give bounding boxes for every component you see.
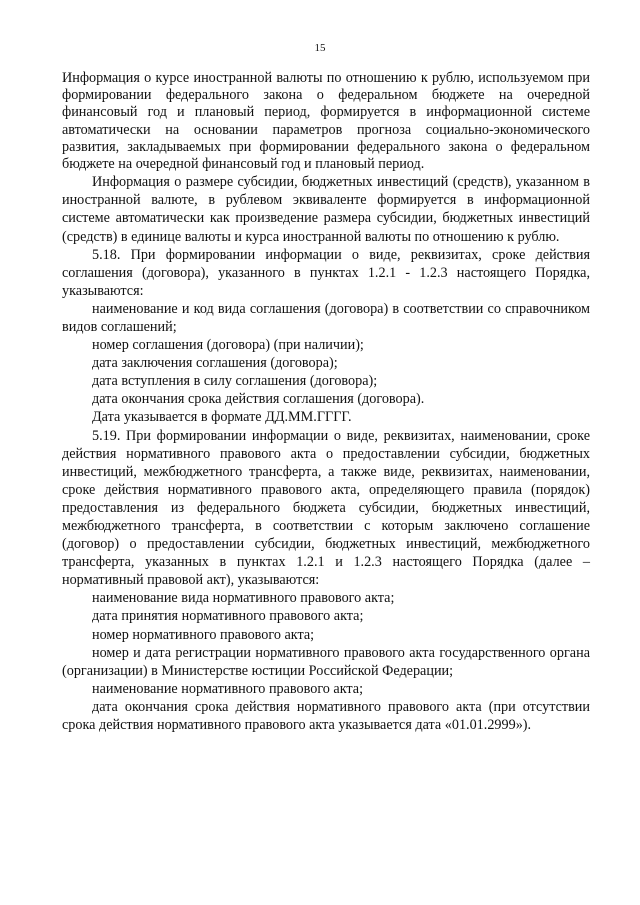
paragraph-currency-rate: Информация о курсе иностранной валюты по отношению к рублю, используемом при формировании федерального закона о федеральном бюджете на очередной финансовый год и плановый период, формируется в информационной системе автоматически на основании параметров прогноза социально-экономического развития, закладываемых при формировании федерального закона о федеральном бюджете на очередной финансовый год и плановый период. (62, 70, 590, 173)
list-item-agreement-end-date: дата окончания срока действия соглашения (договора). (92, 391, 425, 408)
date-format-note: Дата указывается в формате ДД.ММ.ГГГГ. (92, 409, 352, 426)
list-item-agreement-date: дата заключения соглашения (договора); (92, 355, 338, 372)
list-item-act-name: наименование нормативного правового акта; (92, 680, 364, 697)
page-number: 15 (314, 42, 326, 54)
paragraph-5-19: 5.19. При формировании информации о виде, реквизитах, наименовании, сроке действия нормативного правового акта о предоставлении субсидии, бюджетных инвестиций, межбюджетного трансферта, а также виде, реквизитах, наименовании, сроке действия нормативного правового акта, определяющего правила (порядок) предоставления из федерального бюджета субсидии, бюджетных инвестиций, межбюджетного трансферта, в соответствии с которым заключено соглашение (договор) о предоставлении субсидии, бюджетных инвестиций, межбюджетного трансферта, указанных в пунктах 1.2.1 и 1.2.3 настоящего Порядка (далее – нормативный правовой акт), указываются: (62, 427, 590, 589)
document-body (62, 70, 590, 734)
list-item-act-adoption-date: дата принятия нормативного правового акта; (92, 608, 364, 625)
list-item-act-type: наименование вида нормативного правового акта; (92, 590, 395, 607)
list-item-agreement-effective-date: дата вступления в силу соглашения (договора); (92, 373, 378, 390)
list-item-agreement-number: номер соглашения (договора) (при наличии); (92, 337, 364, 354)
list-item-act-registration: номер и дата регистрации нормативного правового акта государственного органа (организации) в Министерстве юстиции Российской Федерации; (62, 644, 590, 679)
paragraph-5-18: 5.18. При формировании информации о виде, реквизитах, сроке действия соглашения (договора), указанного в пунктах 1.2.1 - 1.2.3 настоящего Порядка, указываются: (62, 246, 590, 299)
list-item-act-number: номер нормативного правового акта; (92, 626, 315, 643)
list-item-agreement-type: наименование и код вида соглашения (договора) в соответствии со справочником видов соглашений; (62, 300, 590, 335)
paragraph-subsidy-size: Информация о размере субсидии, бюджетных инвестиций (средств), указанном в иностранной валюте, в рублевом эквиваленте формируется в информационной системе автоматически как произведение размера субсидии, бюджетных инвестиций (средств) в единице валюты и курса иностранной валюты по отношению к рублю. (62, 174, 590, 245)
list-item-act-end-date: дата окончания срока действия нормативного правового акта (при отсутствии срока действия нормативного правового акта указывается дата «01.01.2999»). (62, 698, 590, 734)
